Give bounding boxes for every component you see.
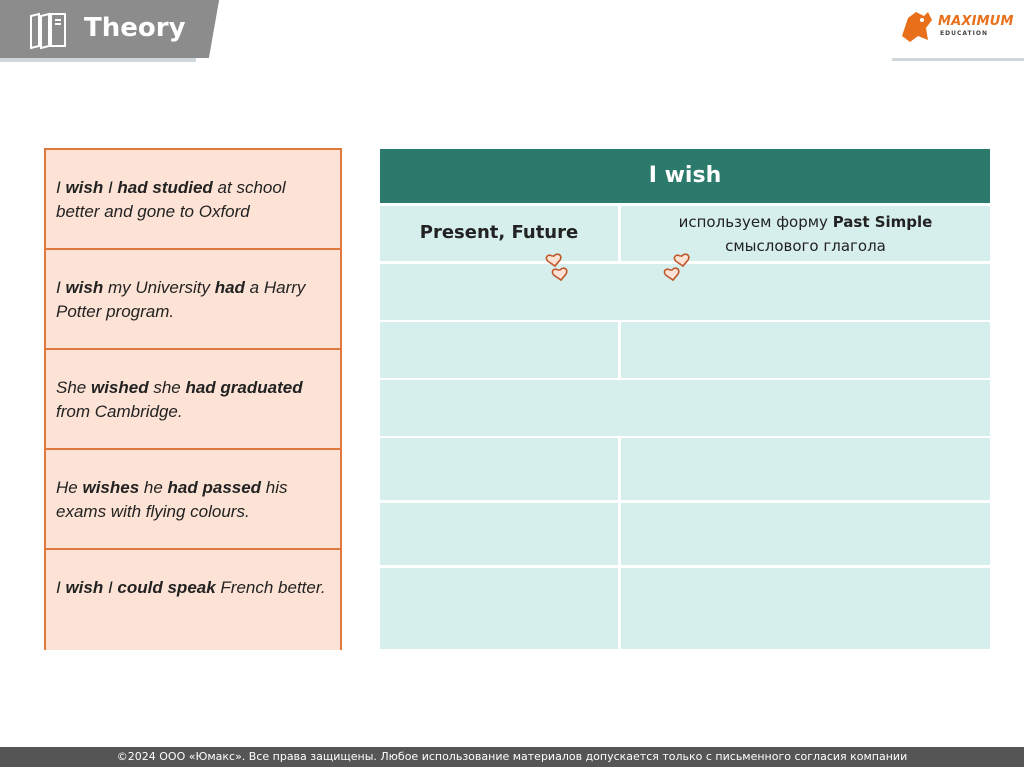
- example-keyword: had passed: [167, 478, 262, 497]
- rule-text-cell-empty: [621, 438, 990, 500]
- example-text: at school better and gone to Oxford: [56, 178, 286, 221]
- logo-text: MAXIMUM: [938, 14, 1014, 29]
- rule-text-cell-empty: [621, 568, 990, 649]
- example-keyword: could speak: [117, 578, 216, 597]
- rule-label-cell-empty: [380, 438, 618, 500]
- example-text: a Harry Potter program.: [56, 278, 306, 321]
- header-underline: [0, 58, 196, 62]
- rule-label-cell: [380, 206, 618, 261]
- rule-label-cell-empty: [380, 568, 618, 649]
- examples-table: [44, 148, 342, 650]
- logo-underline: [892, 58, 1024, 61]
- example-cell: [46, 450, 340, 550]
- heart-stack-icon: [544, 252, 574, 286]
- rule-label-cell-empty: [380, 322, 618, 378]
- rule-text-cell-empty: [621, 503, 990, 565]
- example-cell: [46, 550, 340, 650]
- example-text: from Cambridge.: [56, 402, 183, 421]
- example-keyword: had: [214, 278, 245, 297]
- rule-text-cell-empty: [621, 322, 990, 378]
- example-cell: [46, 150, 340, 250]
- example-text: she: [148, 378, 186, 397]
- example-text: I: [56, 278, 66, 297]
- example-keyword: had graduated: [185, 378, 303, 397]
- example-text: I: [103, 178, 118, 197]
- example-keyword: wished: [90, 378, 149, 397]
- example-cell: [46, 250, 340, 350]
- example-text: I: [56, 578, 66, 597]
- example-text: He: [56, 478, 83, 497]
- rule-text-bold: Past Simple: [832, 213, 933, 231]
- book-icon: [28, 11, 68, 49]
- example-keyword: wishes: [82, 478, 140, 497]
- example-text: She: [56, 378, 91, 397]
- rule-row-empty: [380, 380, 990, 436]
- copyright-text: ©2024 ООО «Юмакс». Все права защищены. Любое использование материалов допускается только с письменного согласия компании: [116, 750, 908, 763]
- example-text: my University: [103, 278, 215, 297]
- rule-label: Present, Future: [419, 222, 579, 243]
- page-title: Theory: [84, 13, 186, 43]
- example-text: I: [103, 578, 118, 597]
- rule-text-part: используем форму: [678, 213, 833, 231]
- mascot-icon: [898, 6, 938, 46]
- example-cell: [46, 350, 340, 450]
- heart-stack-icon: [662, 252, 692, 286]
- rule-text: [621, 210, 990, 258]
- example-keyword: had studied: [117, 178, 213, 197]
- example-keyword: wish: [65, 578, 104, 597]
- rule-text-part: смыслового глагола: [725, 237, 886, 255]
- example-text: I: [56, 178, 66, 197]
- example-keyword: wish: [65, 278, 104, 297]
- example-text: his exams with flying colours.: [56, 478, 288, 521]
- example-keyword: wish: [65, 178, 104, 197]
- logo-subtext: EDUCATION: [940, 30, 988, 37]
- example-text: he: [139, 478, 168, 497]
- rule-label-cell-empty: [380, 503, 618, 565]
- rules-heading: I wish: [380, 149, 990, 203]
- example-text: French better.: [215, 578, 326, 597]
